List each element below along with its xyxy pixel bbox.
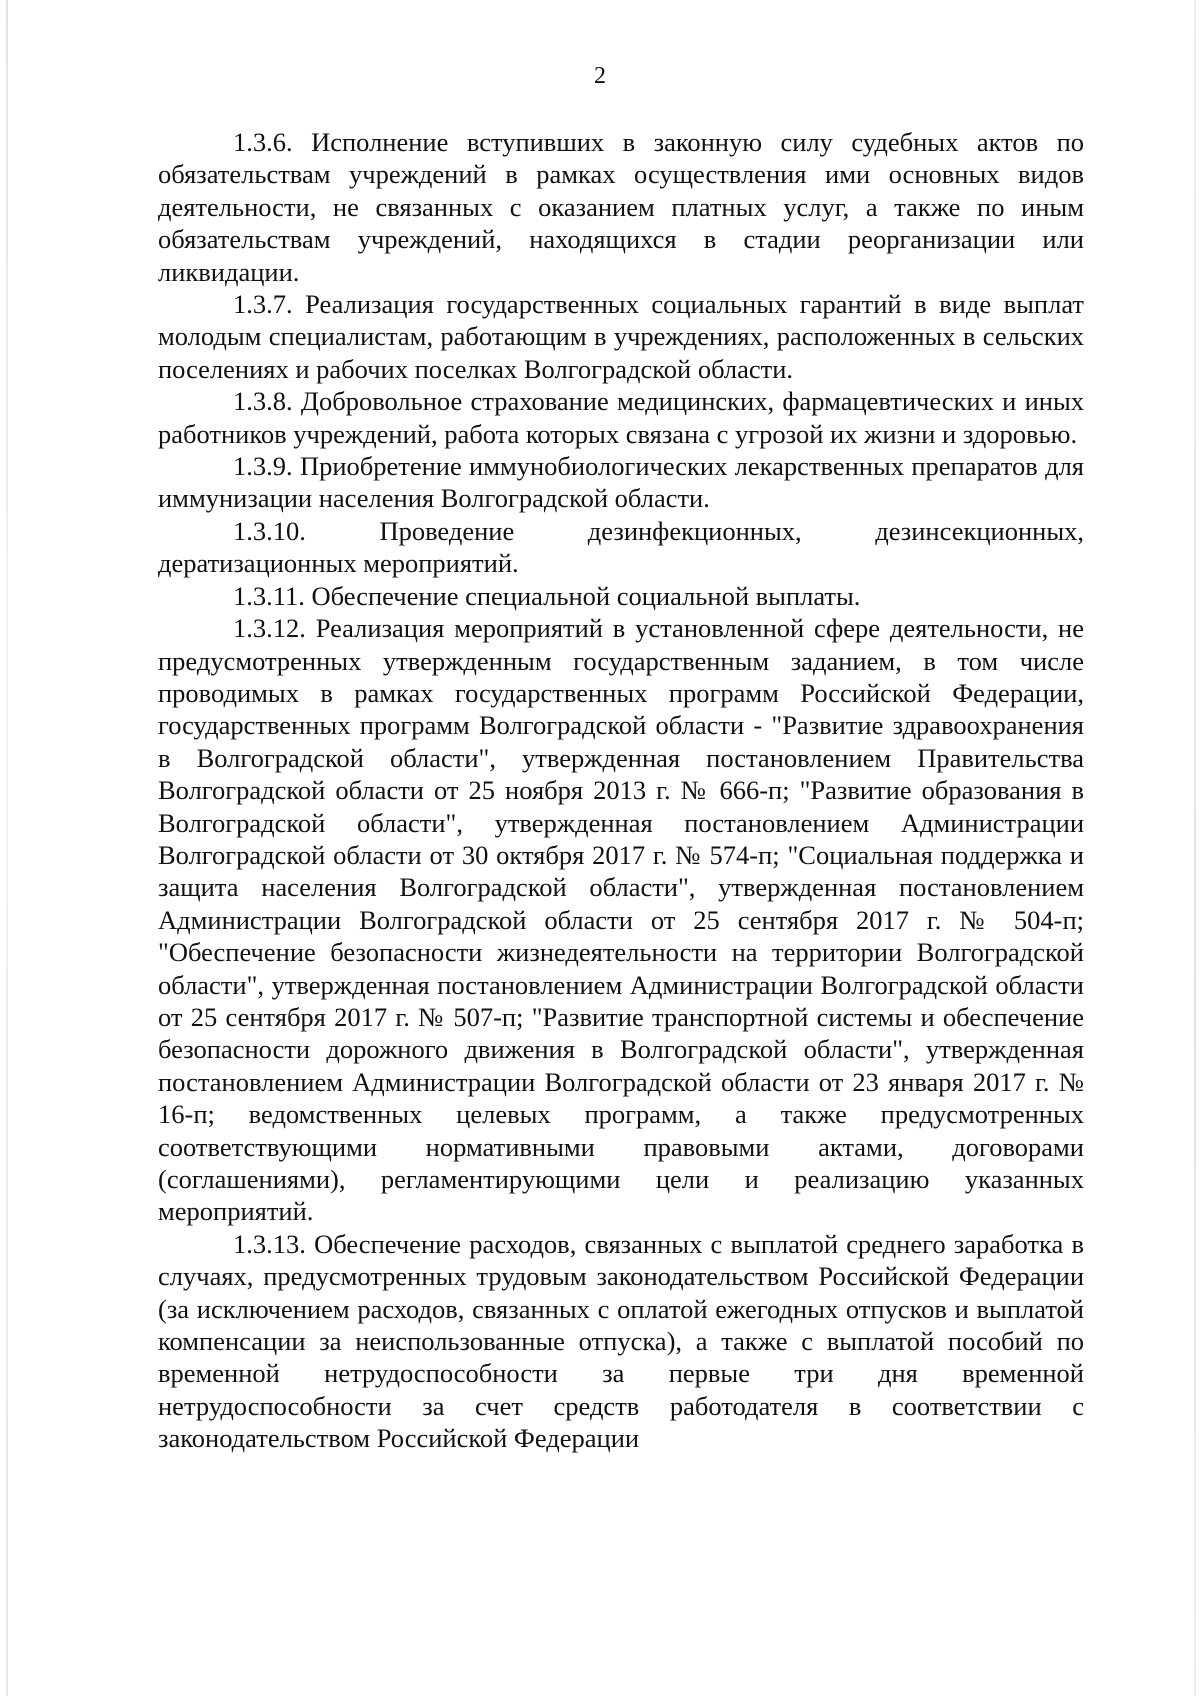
scan-edge-left (6, 0, 8, 1696)
paragraph-1-3-8: 1.3.8. Добровольное страхование медицинских, фармацевтических и иных работников учреждений, работа которых связана с угрозой их жизни и здоровью. (158, 386, 1084, 449)
scan-edge-right (1194, 0, 1196, 1696)
paragraph-1-3-6: 1.3.6. Исполнение вступивших в законную силу судебных актов по обязательствам учреждений в рамках осуществления ими основных видов деятельности, не связанных с оказанием платных услуг, а также по иным обязательствам учреждений, находящихся в стадии реорганизации или ликвидации. (158, 127, 1084, 287)
paragraph-1-3-13: 1.3.13. Обеспечение расходов, связанных с выплатой среднего заработка в случаях, предусмотренных трудовым законодательством Российской Федерации (за исключением расходов, связанных с оплатой ежегодных отпусков и выплатой компенсации за неиспользованные отпуска), а также с выплатой пособий по временной нетрудоспособности за первые три дня временной нетрудоспособности за счет средств работодателя в соответствии с законодательством Российской Федерации (158, 1228, 1084, 1454)
paragraph-1-3-12: 1.3.12. Реализация мероприятий в установленной сфере деятельности, не предусмотренных утвержденным государственным заданием, в том числе проводимых в рамках государственных программ Российской Федерации, государственных программ Волгоградской области - "Развитие здравоохранения в Волгоградской области", утвержденная постановлением Правительства Волгоградской области от 25 ноября 2013 г. № 666-п; "Развитие образования в Волгоградской области", утвержденная постановлением Администрации Волгоградской области от 30 октября 2017 г. № 574-п; "Социальная поддержка и защита населения Волгоградской области", утвержденная постановлением Администрации Волгоградской области от 25 сентября 2017 г. № 504-п; "Обеспечение безопасности жизнедеятельности на территории Волгоградской области", утвержденная постановлением Администрации Волгоградской области от 25 сентября 2017 г. № 507-п; "Развитие транспортной системы и обеспечение безопасности дорожного движения в Волгоградской области", утвержденная постановлением Администрации Волгоградской области от 23 января 2017 г. № 16-п; ведомственных целевых программ, а также предусмотренных соответствующими нормативными правовыми актами, договорами (соглашениями), регламентирующими цели и реализацию указанных мероприятий. (158, 613, 1084, 1227)
page-number: 2 (594, 63, 606, 89)
paragraph-1-3-10: 1.3.10. Проведение дезинфекционных, дезинсекционных, дератизационных мероприятий. (158, 515, 1084, 579)
paragraph-1-3-9: 1.3.9. Приобретение иммунобиологических лекарственных препаратов для иммунизации населения Волгоградской области. (158, 451, 1084, 514)
paragraph-1-3-7: 1.3.7. Реализация государственных социальных гарантий в виде выплат молодым специалистам, работающим в учреждениях, расположенных в сельских поселениях и рабочих поселках Волгоградской области. (158, 289, 1084, 384)
document-body (158, 126, 1084, 1455)
paragraph-1-3-11: 1.3.11. Обеспечение специальной социальной выплаты. (233, 580, 861, 611)
